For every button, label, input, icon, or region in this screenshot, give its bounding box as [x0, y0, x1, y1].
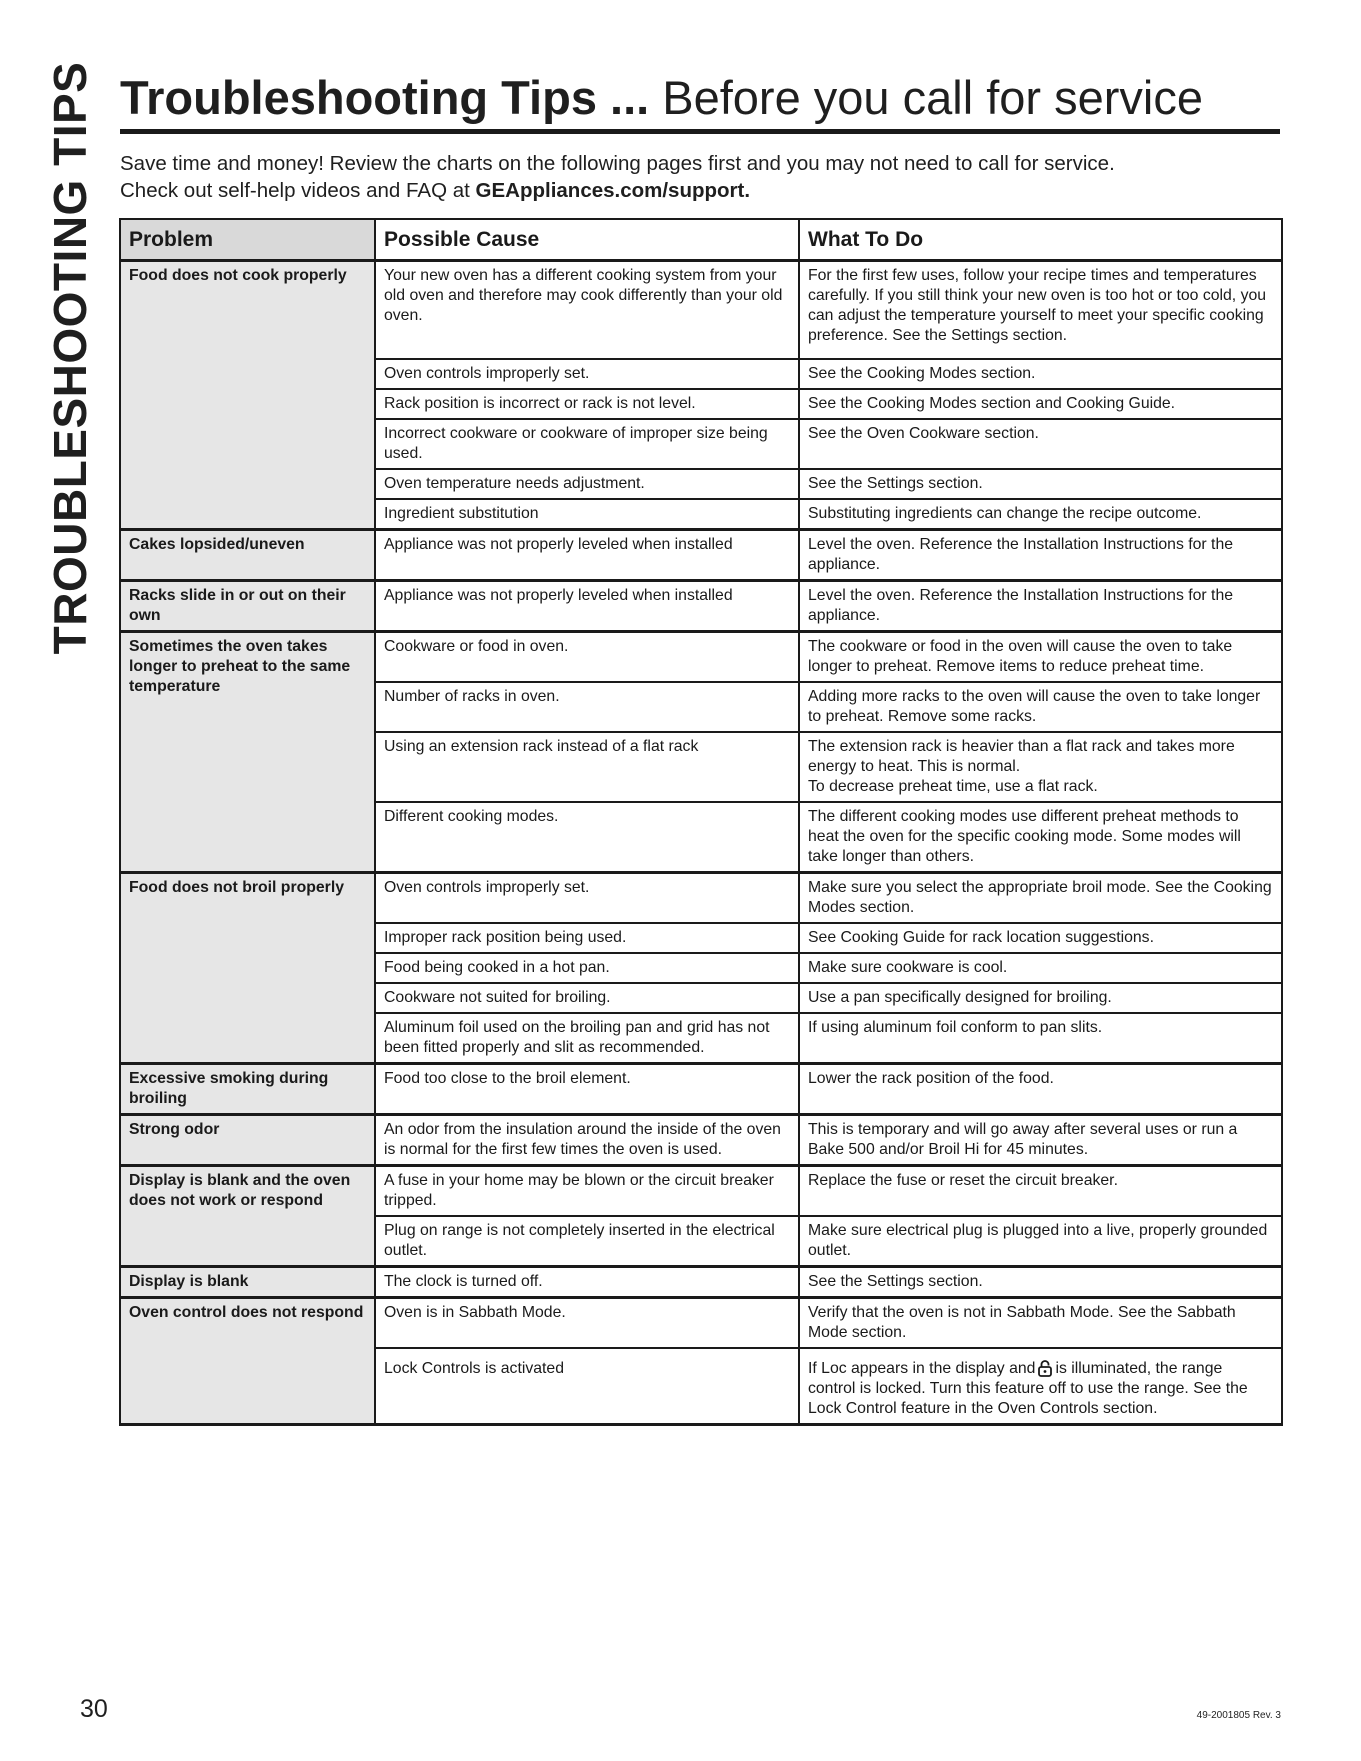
cause-cell: Oven controls improperly set. [375, 359, 799, 389]
todo-cell: If using aluminum foil conform to pan slits. [799, 1013, 1282, 1064]
todo-cell: Level the oven. Reference the Installation Instructions for the appliance. [799, 581, 1282, 632]
cause-cell: Cookware or food in oven. [375, 632, 799, 683]
table-row [120, 261, 1282, 360]
todo-cell: The cookware or food in the oven will cause the oven to take longer to preheat. Remove items to reduce preheat time. [799, 632, 1282, 683]
problem-cell: Display is blank and the oven does not work or respond [120, 1166, 375, 1267]
todo-cell: See the Cooking Modes section and Cooking Guide. [799, 389, 1282, 419]
todo-cell: This is temporary and will go away after several uses or run a Bake 500 and/or Broil Hi for 45 minutes. [799, 1115, 1282, 1166]
title-rule [120, 129, 1280, 134]
todo-text-pre: If Loc appears in the display and [808, 1360, 1036, 1377]
header-problem: Problem [120, 219, 375, 261]
cause-cell: Food too close to the broil element. [375, 1064, 799, 1115]
todo-cell: See the Settings section. [799, 1267, 1282, 1298]
todo-cell: Replace the fuse or reset the circuit breaker. [799, 1166, 1282, 1217]
cause-cell: Food being cooked in a hot pan. [375, 953, 799, 983]
cause-cell: Different cooking modes. [375, 802, 799, 873]
problem-cell: Strong odor [120, 1115, 375, 1166]
table-row [120, 873, 1282, 924]
problem-cell: Display is blank [120, 1267, 375, 1298]
cause-cell: Your new oven has a different cooking system from your old oven and therefore may cook differently than your old oven. [375, 261, 799, 360]
problem-cell: Cakes lopsided/uneven [120, 530, 375, 581]
table-row [120, 1166, 1282, 1217]
page-title [120, 70, 1203, 125]
todo-line: To decrease preheat time, use a flat rack. [808, 778, 1098, 795]
title-bold: Troubleshooting Tips ... [120, 71, 650, 124]
lock-icon [1038, 1360, 1052, 1376]
header-cause: Possible Cause [375, 219, 799, 261]
todo-text-post: is illuminated, the range control is locked. Turn this feature off to use the range. See the Lock Control feature in the Oven Controls section. [808, 1360, 1248, 1417]
cause-cell: Using an extension rack instead of a flat rack [375, 732, 799, 802]
cause-cell: A fuse in your home may be blown or the circuit breaker tripped. [375, 1166, 799, 1217]
table-row [120, 530, 1282, 581]
cause-cell: Ingredient substitution [375, 499, 799, 530]
intro-line-1: Save time and money! Review the charts on the following pages first and you may not need to call for service. [120, 152, 1115, 175]
cause-cell: Cookware not suited for broiling. [375, 983, 799, 1013]
intro-line-2-prefix: Check out self-help videos and FAQ at [120, 179, 476, 202]
problem-cell: Food does not cook properly [120, 261, 375, 530]
header-todo: What To Do [799, 219, 1282, 261]
title-normal: Before you call for service [649, 71, 1203, 124]
todo-cell: See the Oven Cookware section. [799, 419, 1282, 469]
todo-cell: See Cooking Guide for rack location suggestions. [799, 923, 1282, 953]
cause-cell: Rack position is incorrect or rack is not level. [375, 389, 799, 419]
table-row [120, 581, 1282, 632]
cause-cell: Aluminum foil used on the broiling pan and grid has not been fitted properly and slit as recommended. [375, 1013, 799, 1064]
page-number: 30 [80, 1695, 108, 1723]
todo-cell: Lower the rack position of the food. [799, 1064, 1282, 1115]
cause-cell: The clock is turned off. [375, 1267, 799, 1298]
todo-cell: For the first few uses, follow your recipe times and temperatures carefully. If you still think your new oven is too hot or too cold, you can adjust the temperature yourself to meet your specific cooking preference. See the Settings section. [799, 261, 1282, 360]
problem-cell: Sometimes the oven takes longer to preheat to the same temperature [120, 632, 375, 873]
todo-cell: Verify that the oven is not in Sabbath Mode. See the Sabbath Mode section. [799, 1298, 1282, 1349]
cause-cell: Oven is in Sabbath Mode. [375, 1298, 799, 1349]
intro-line-2 [120, 177, 1115, 204]
todo-cell: Substituting ingredients can change the recipe outcome. [799, 499, 1282, 530]
troubleshooting-table [119, 218, 1283, 1426]
document-id: 49-2001805 Rev. 3 [1196, 1710, 1281, 1721]
todo-cell: Use a pan specifically designed for broiling. [799, 983, 1282, 1013]
support-link[interactable]: GEAppliances.com/support. [475, 179, 751, 202]
problem-cell: Excessive smoking during broiling [120, 1064, 375, 1115]
cause-cell: Oven temperature needs adjustment. [375, 469, 799, 499]
todo-cell [799, 732, 1282, 802]
cause-cell: Number of racks in oven. [375, 682, 799, 732]
cause-cell: Appliance was not properly leveled when installed [375, 581, 799, 632]
table-header-row [120, 219, 1282, 261]
todo-cell: Make sure electrical plug is plugged into a live, properly grounded outlet. [799, 1216, 1282, 1267]
side-tab-text: TROUBLESHOOTING TIPS [44, 61, 96, 655]
table-row [120, 1267, 1282, 1298]
problem-cell: Oven control does not respond [120, 1298, 375, 1425]
todo-cell: See the Cooking Modes section. [799, 359, 1282, 389]
problem-cell: Food does not broil properly [120, 873, 375, 1064]
problem-cell: Racks slide in or out on their own [120, 581, 375, 632]
table-row [120, 1115, 1282, 1166]
table-row [120, 632, 1282, 683]
todo-cell: Level the oven. Reference the Installation Instructions for the appliance. [799, 530, 1282, 581]
todo-cell: Make sure cookware is cool. [799, 953, 1282, 983]
cause-cell: An odor from the insulation around the inside of the oven is normal for the first few times the oven is used. [375, 1115, 799, 1166]
todo-cell: The different cooking modes use different preheat methods to heat the oven for the specific cooking mode. Some modes will take longer than others. [799, 802, 1282, 873]
cause-cell: Plug on range is not completely inserted in the electrical outlet. [375, 1216, 799, 1267]
todo-cell: See the Settings section. [799, 469, 1282, 499]
todo-line: The extension rack is heavier than a flat rack and takes more energy to heat. This is normal. [808, 738, 1235, 775]
table-row [120, 1298, 1282, 1349]
cause-cell: Improper rack position being used. [375, 923, 799, 953]
cause-cell: Appliance was not properly leveled when installed [375, 530, 799, 581]
cause-cell: Incorrect cookware or cookware of improper size being used. [375, 419, 799, 469]
todo-cell [799, 1348, 1282, 1425]
todo-cell: Make sure you select the appropriate broil mode. See the Cooking Modes section. [799, 873, 1282, 924]
todo-cell: Adding more racks to the oven will cause the oven to take longer to preheat. Remove some racks. [799, 682, 1282, 732]
table-row [120, 1064, 1282, 1115]
intro-text [120, 150, 1115, 204]
cause-cell: Oven controls improperly set. [375, 873, 799, 924]
side-section-tab [44, 61, 96, 655]
cause-cell: Lock Controls is activated [375, 1348, 799, 1425]
